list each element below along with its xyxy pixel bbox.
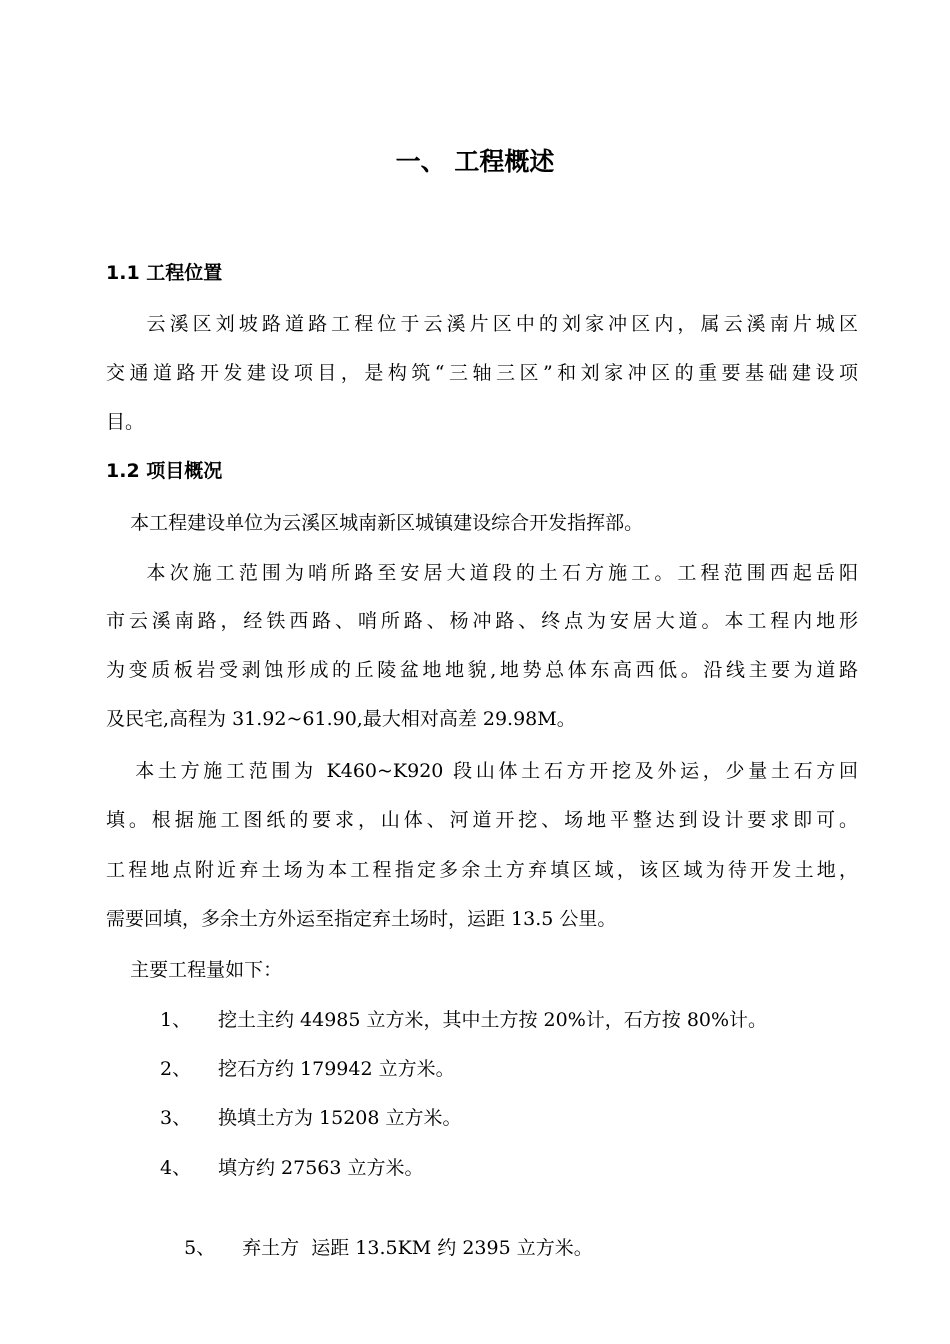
- paragraph-line: 云溪区刘坡路道路工程位于云溪片区中的刘家冲区内，属云溪南片城区: [106, 313, 858, 335]
- paragraph-line: 填。根据施工图纸的要求，山体、河道开挖、场地平整达到设计要求即可。: [106, 809, 858, 831]
- quantity-item: [160, 1054, 455, 1084]
- section-heading-location: 1.1 工程位置: [106, 262, 223, 284]
- quantity-text: 挖石方约 179942 立方米。: [218, 1058, 455, 1080]
- quantity-item: [160, 1103, 462, 1133]
- paragraph-line: 本土方施工范围为 K460~K920 段山体土石方开挖及外运，少量土石方回: [106, 760, 858, 782]
- quantity-item: [160, 1005, 767, 1035]
- paragraph-line: 市云溪南路，经铁西路、哨所路、杨冲路、终点为安居大道。本工程内地形: [106, 610, 858, 632]
- paragraph-line: 本次施工范围为哨所路至安居大道段的土石方施工。工程范围西起岳阳: [106, 562, 858, 584]
- paragraph-line: 目。: [106, 411, 145, 433]
- quantity-text: 换填土方为 15208 立方米。: [218, 1107, 462, 1129]
- quantity-text: 弃土方 运距 13.5KM 约 2395 立方米。: [242, 1237, 593, 1259]
- quantity-text: 挖土主约 44985 立方米，其中土方按 20%计，石方按 80%计。: [218, 1009, 768, 1031]
- paragraph-line: 交通道路开发建设项目，是构筑“三轴三区”和刘家冲区的重要基础建设项: [106, 362, 858, 384]
- quantity-number: 4、: [160, 1157, 192, 1179]
- quantities-intro: 主要工程量如下：: [106, 959, 283, 981]
- quantity-number: 2、: [160, 1058, 192, 1080]
- paragraph-line: 工程地点附近弃土场为本工程指定多余土方弃填区域，该区域为待开发土地，: [106, 859, 858, 881]
- paragraph-line: 本工程建设单位为云溪区城南新区城镇建设综合开发指挥部。: [106, 512, 644, 534]
- quantity-item: [160, 1153, 424, 1183]
- quantity-number: 5、: [184, 1237, 216, 1259]
- paragraph-line: 为变质板岩受剥蚀形成的丘陵盆地地貌,地势总体东高西低。沿线主要为道路: [106, 659, 858, 681]
- page-title: 一、 工程概述: [395, 147, 555, 176]
- quantity-number: 3、: [160, 1107, 192, 1129]
- paragraph-line: 需要回填，多余土方外运至指定弃土场时，运距 13.5 公里。: [106, 908, 617, 930]
- quantity-number: 1、: [160, 1009, 192, 1031]
- quantity-text: 填方约 27563 立方米。: [218, 1157, 424, 1179]
- section-heading-overview: 1.2 项目概况: [106, 460, 223, 482]
- paragraph-line: 及民宅,高程为 31.92~61.90,最大相对高差 29.98M。: [106, 708, 576, 730]
- quantity-item: [160, 1203, 593, 1293]
